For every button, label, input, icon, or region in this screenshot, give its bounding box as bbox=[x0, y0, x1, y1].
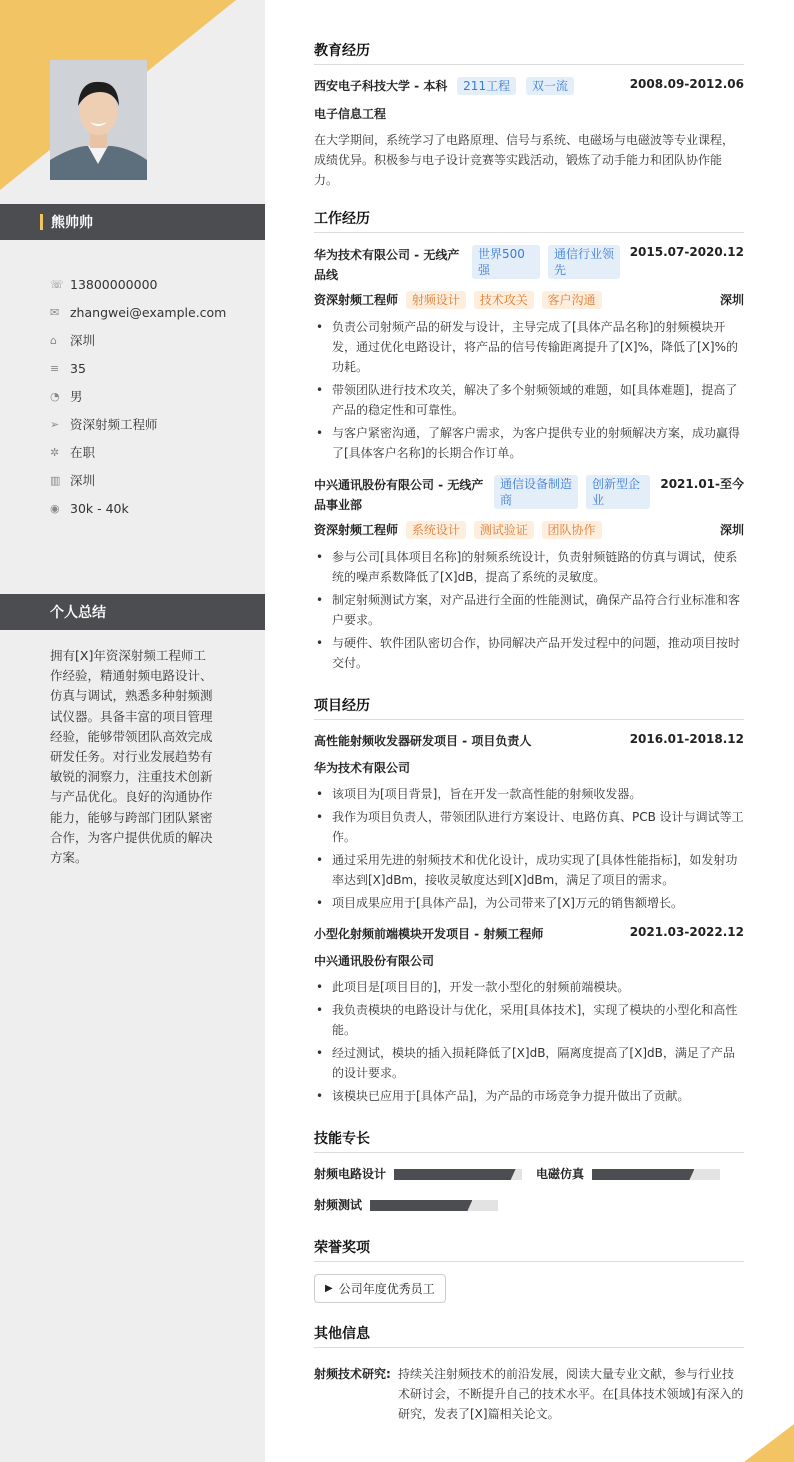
job-city: 深圳 bbox=[719, 293, 744, 307]
list-item: • 制定射频测试方案，对产品进行全面的性能测试，确保产品符合行业标准和客户要求。 bbox=[314, 590, 744, 630]
skills-section bbox=[314, 1128, 744, 1213]
education-desc: 在大学期间，系统学习了电路原理、信号与系统、电磁场与电磁波等专业课程，成绩优异。积极参与电子设计竞赛等实践活动，锻炼了动手能力和团队协作能力。 bbox=[314, 133, 735, 187]
skill-item bbox=[314, 1165, 536, 1182]
name-bar bbox=[0, 204, 265, 240]
skill-tag: 测试验证 bbox=[474, 521, 534, 539]
skill-tag: 技术攻关 bbox=[474, 291, 534, 309]
info-text: 资深射频工程师 bbox=[70, 417, 158, 432]
job-role: 资深射频工程师 bbox=[314, 523, 399, 537]
info-text: 深圳 bbox=[70, 473, 96, 488]
section-title: 项目经历 bbox=[314, 695, 744, 720]
section-title: 技能专长 bbox=[314, 1128, 744, 1153]
list-item: • 此项目是[项目目的]，开发一款小型化的射频前端模块。 bbox=[314, 977, 744, 997]
skill-tag: 射频设计 bbox=[406, 291, 466, 309]
list-item: • 带领团队进行技术攻关，解决了多个射频领域的难题，如[具体难题]，提高了产品的稳定性和可靠性。 bbox=[314, 380, 744, 420]
project-period: 2021.03-2022.12 bbox=[629, 925, 744, 939]
work-section bbox=[314, 208, 744, 673]
contact-info-list bbox=[50, 270, 250, 522]
education-section bbox=[314, 40, 744, 190]
info-text: 30k - 40k bbox=[70, 500, 129, 516]
project-entry bbox=[314, 925, 744, 1106]
gender-icon: ◔ bbox=[50, 389, 60, 403]
skill-tag: 团队协作 bbox=[542, 521, 602, 539]
project-name: 高性能射频收发器研发项目 - 项目负责人 bbox=[314, 734, 532, 748]
list-item: • 通过采用先进的射频技术和优化设计，成功实现了[具体性能指标]，如发射功率达到[X]dBm，接收灵敏度达到[X]dBm，满足了项目的需求。 bbox=[314, 850, 744, 890]
list-item: • 参与公司[具体项目名称]的射频系统设计，负责射频链路的仿真与调试，使系统的噪声系数降低了[X]dB，提高了系统的灵敏度。 bbox=[314, 547, 744, 587]
list-item: • 经过测试，模块的插入损耗降低了[X]dB，隔离度提高了[X]dB，满足了产品的设计要求。 bbox=[314, 1043, 744, 1083]
info-text: 13800000000 bbox=[70, 276, 158, 292]
skill-tag: 客户沟通 bbox=[542, 291, 602, 309]
list-item: • 与客户紧密沟通，了解客户需求，为客户提供专业的射频解决方案，成功赢得了[具体客户名称]的长期合作订单。 bbox=[314, 423, 744, 463]
skill-item bbox=[536, 1165, 736, 1182]
school-name: 西安电子科技大学 - 本科 bbox=[314, 79, 448, 93]
decorative-corner bbox=[744, 1424, 794, 1462]
project-entry bbox=[314, 732, 744, 913]
info-row bbox=[50, 298, 250, 326]
project-name: 小型化射频前端模块开发项目 - 射频工程师 bbox=[314, 927, 544, 941]
info-row bbox=[50, 466, 250, 494]
skill-name: 射频测试 bbox=[314, 1198, 363, 1212]
project-company: 中兴通讯股份有限公司 bbox=[314, 954, 435, 968]
award-item[interactable] bbox=[314, 1274, 446, 1303]
phone-icon: ☏ bbox=[50, 277, 64, 291]
person-name: 熊帅帅 bbox=[51, 215, 93, 231]
project-company: 华为技术有限公司 bbox=[314, 761, 411, 775]
education-header bbox=[314, 77, 744, 95]
skill-bar bbox=[592, 1169, 720, 1180]
company-name: 中兴通讯股份有限公司 - 无线产品事业部 bbox=[314, 478, 484, 512]
avatar bbox=[50, 60, 147, 180]
company-tag: 创新型企业 bbox=[586, 475, 650, 509]
job-entry bbox=[314, 475, 744, 673]
status-icon: ✲ bbox=[50, 445, 60, 459]
company-tag: 通信行业领先 bbox=[548, 245, 620, 279]
info-row bbox=[50, 438, 250, 466]
list-item: • 负责公司射频产品的研发与设计，主导完成了[具体产品名称]的射频模块开发，通过优化电路设计，将产品的信号传输距离提升了[X]%，降低了[X]%的功耗。 bbox=[314, 317, 744, 377]
project-period: 2016.01-2018.12 bbox=[629, 732, 744, 746]
summary-header bbox=[0, 594, 265, 630]
major: 电子信息工程 bbox=[314, 107, 387, 121]
company-tag: 世界500强 bbox=[472, 245, 540, 279]
age-icon: ≡ bbox=[50, 361, 60, 375]
other-text: 持续关注射频技术的前沿发展，阅读大量专业文献，参与行业技术研讨会，不断提升自己的技术水平。在[具体技术领域]有深入的研究，发表了[X]篇相关论文。 bbox=[398, 1367, 744, 1421]
list-item: • 我负责模块的电路设计与优化，采用[具体技术]，实现了模块的小型化和高性能。 bbox=[314, 1000, 744, 1040]
skill-bar-fill bbox=[370, 1200, 472, 1211]
play-icon: ▶ bbox=[325, 1283, 333, 1294]
other-section bbox=[314, 1323, 744, 1424]
summary-text: 拥有[X]年资深射频工程师工作经验，精通射频电路设计、仿真与调试，熟悉多种射频测试仪器。具备丰富的项目管理经验，能够带领团队高效完成研发任务。对行业发展趋势有敏锐的洞察力，注重技术创新与产品优化。良好的沟通协作能力，能够与跨部门团队紧密合作，为客户提供优质的解决方案。 bbox=[50, 648, 213, 866]
plane-icon: ➢ bbox=[50, 417, 60, 431]
summary-title: 个人总结 bbox=[50, 605, 106, 621]
skill-bar bbox=[394, 1169, 522, 1180]
info-row bbox=[50, 494, 250, 522]
info-row bbox=[50, 354, 250, 382]
award-label: 公司年度优秀员工 bbox=[338, 1282, 435, 1296]
skill-bar-fill bbox=[592, 1169, 694, 1180]
section-title: 其他信息 bbox=[314, 1323, 744, 1348]
main-content bbox=[314, 40, 744, 1424]
mail-icon: ✉ bbox=[50, 305, 60, 319]
section-title: 荣誉奖项 bbox=[314, 1237, 744, 1262]
school-tag: 双一流 bbox=[526, 77, 574, 95]
job-city: 深圳 bbox=[719, 523, 744, 537]
list-item: • 项目成果应用于[具体产品]，为公司带来了[X]万元的销售额增长。 bbox=[314, 893, 744, 913]
company-name: 华为技术有限公司 - 无线产品线 bbox=[314, 248, 460, 282]
info-text: 35 bbox=[70, 360, 86, 376]
other-label: 射频技术研究: bbox=[314, 1367, 391, 1381]
list-item: • 我作为项目负责人，带领团队进行方案设计、电路仿真、PCB 设计与调试等工作。 bbox=[314, 807, 744, 847]
skill-name: 电磁仿真 bbox=[536, 1167, 585, 1181]
list-item: • 与硬件、软件团队密切合作，协同解决产品开发过程中的问题，推动项目按时交付。 bbox=[314, 633, 744, 673]
list-item: • 该项目为[项目背景]，旨在开发一款高性能的射频收发器。 bbox=[314, 784, 744, 804]
home-icon: ⌂ bbox=[50, 333, 57, 347]
accent-mark bbox=[40, 214, 43, 230]
skill-name: 射频电路设计 bbox=[314, 1167, 387, 1181]
info-text: 深圳 bbox=[70, 333, 96, 348]
sidebar bbox=[0, 0, 265, 1462]
projects-section bbox=[314, 695, 744, 1106]
info-text: 在职 bbox=[70, 445, 96, 460]
section-title: 教育经历 bbox=[314, 40, 744, 65]
salary-icon: ◉ bbox=[50, 501, 60, 515]
job-role: 资深射频工程师 bbox=[314, 293, 399, 307]
skill-bar-fill bbox=[394, 1169, 516, 1180]
education-period: 2008.09-2012.06 bbox=[629, 77, 744, 91]
info-text: zhangwei@example.com bbox=[70, 304, 227, 320]
skill-item bbox=[314, 1196, 536, 1213]
info-row bbox=[50, 382, 250, 410]
info-text: 男 bbox=[70, 389, 83, 404]
job-period: 2015.07-2020.12 bbox=[629, 245, 744, 259]
section-title: 工作经历 bbox=[314, 208, 744, 233]
job-entry bbox=[314, 245, 744, 463]
info-row bbox=[50, 270, 250, 298]
school-tag: 211工程 bbox=[457, 77, 516, 95]
skill-tag: 系统设计 bbox=[406, 521, 466, 539]
building-icon: ▥ bbox=[50, 473, 61, 487]
info-row bbox=[50, 410, 250, 438]
awards-section bbox=[314, 1237, 744, 1303]
company-tag: 通信设备制造商 bbox=[494, 475, 578, 509]
skill-bar bbox=[370, 1200, 498, 1211]
info-row bbox=[50, 326, 250, 354]
job-period: 2021.01-至今 bbox=[660, 477, 744, 491]
list-item: • 该模块已应用于[具体产品]，为产品的市场竞争力提升做出了贡献。 bbox=[314, 1086, 744, 1106]
